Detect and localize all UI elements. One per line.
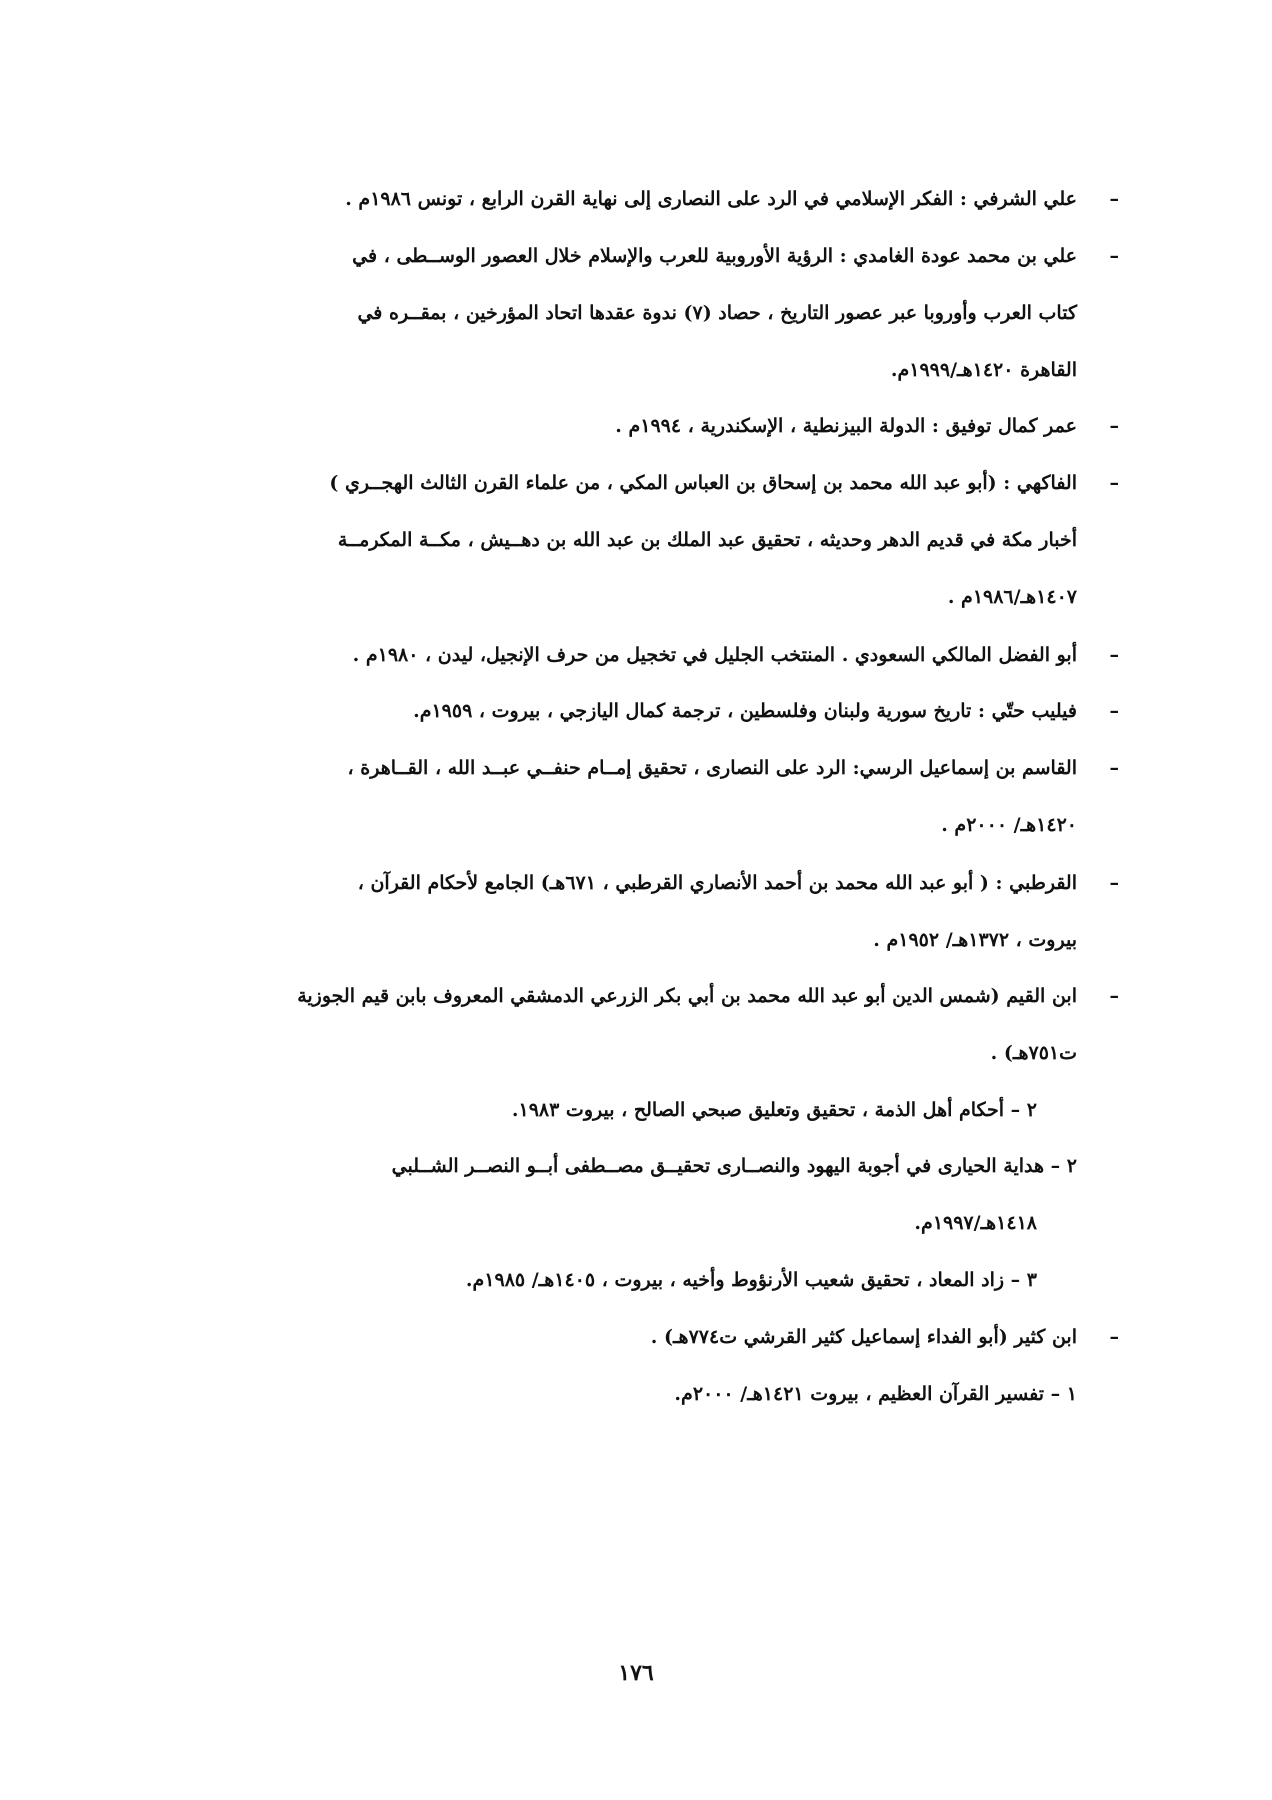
- entry-dash: –: [1109, 700, 1119, 722]
- entry-line: علي بن محمد عودة الغامدي : الرؤية الأوروبية للعرب والإسلام خلال العصور الوســطى ، في: [352, 245, 1077, 267]
- entry-dash: –: [1109, 415, 1119, 437]
- entry-line: فيليب حتّي : تاريخ سورية ولبنان وفلسطين ، ترجمة كمال اليازجي ، بيروت ، ١٩٥٩م.: [413, 700, 1077, 722]
- entry-line: ١ – تفسير القرآن العظيم ، بيروت ١٤٢١هـ/ ٢٠٠٠م.: [674, 1383, 1077, 1405]
- entry-line: ٢ – هداية الحيارى في أجوبة اليهود والنصــارى تحقيــق مصــطفى أبــو النصــر الشــلبي: [391, 1155, 1077, 1177]
- entry-line: ابن القيم (شمس الدين أبو عبد الله محمد بن أبي بكر الزرعي الدمشقي المعروف بابن قيم الجوزية: [297, 985, 1077, 1007]
- entry-line: بيروت ، ١٣٧٢هـ/ ١٩٥٢م .: [873, 929, 1077, 951]
- bibliography-entry: [177, 398, 1119, 455]
- entry-line: ٣ – زاد المعاد ، تحقيق شعيب الأرنؤوط وأخيه ، بيروت ، ١٤٠٥هـ/ ١٩٨٥م.: [465, 1269, 1037, 1291]
- entry-line: كتاب العرب وأوروبا عبر عصور التاريخ ، حصاد (٧) ندوة عقدها اتحاد المؤرخين ، بمقــره في: [357, 302, 1077, 324]
- entry-line: علي الشرفي : الفكر الإسلامي في الرد على النصارى إلى نهاية القرن الرابع ، تونس ١٩٨٦م .: [345, 188, 1077, 210]
- entry-line: القرطبي : ( أبو عبد الله محمد بن أحمد الأنصاري القرطبي ، ٦٧١هـ) الجامع لأحكام القرآن ،: [357, 872, 1077, 894]
- bibliography-entry: [177, 683, 1119, 740]
- entry-dash: –: [1109, 245, 1119, 267]
- entry-line: ١٤٢٠هـ/ ٢٠٠٠م .: [941, 814, 1077, 836]
- entry-line: أبو الفضل المالكي السعودي . المنتخب الجليل في تخجيل من حرف الإنجيل، ليدن ، ١٩٨٠م .: [352, 644, 1077, 666]
- entry-dash: –: [1109, 644, 1119, 666]
- entry-line: القاهرة ١٤٢٠هـ/١٩٩٩م.: [890, 359, 1077, 381]
- entry-dash: –: [1109, 472, 1119, 494]
- bibliography-subentry: [177, 1366, 1077, 1423]
- entry-line: ت٧٥١هـ) .: [990, 1042, 1077, 1064]
- bibliography-subentry: [177, 1252, 1037, 1309]
- bibliography-subentry: [177, 1138, 1077, 1252]
- bibliography-subentry: [177, 1082, 1037, 1139]
- entry-line: أخبار مكة في قديم الدهر وحديثه ، تحقيق عبد الملك بن عبد الله بن دهــيش ، مكــة المكرمــة: [337, 529, 1077, 551]
- entry-dash: –: [1109, 985, 1119, 1007]
- entry-dash: –: [1109, 188, 1119, 210]
- bibliography-entry: [177, 455, 1119, 626]
- bibliography-entry: [177, 1309, 1119, 1366]
- entry-line: عمر كمال توفيق : الدولة البيزنطية ، الإسكندرية ، ١٩٩٤م .: [615, 415, 1077, 437]
- entry-dash: –: [1109, 757, 1119, 779]
- entry-line: الفاكهي : (أبو عبد الله محمد بن إسحاق بن العباس المكي ، من علماء القرن الثالث الهجــري ): [329, 472, 1077, 494]
- entry-line: ١٤٠٧هـ/١٩٨٦م .: [947, 586, 1077, 608]
- entry-line: ابن كثير (أبو الفداء إسماعيل كثير القرشي ت٧٧٤هـ) .: [650, 1326, 1077, 1348]
- bibliography-entry: [177, 627, 1119, 684]
- bibliography-entry: [177, 855, 1119, 969]
- page-number: ١٧٦: [618, 1660, 654, 1686]
- bibliography-entry: [177, 228, 1119, 399]
- bibliography-entry: [177, 171, 1119, 228]
- entry-dash: –: [1109, 872, 1119, 894]
- bibliography-entry: [177, 968, 1119, 1082]
- entry-line: ١٤١٨هـ/١٩٩٧م.: [914, 1212, 1037, 1234]
- entry-line: ٢ – أحكام أهل الذمة ، تحقيق وتعليق صبحي الصالح ، بيروت ١٩٨٣.: [511, 1099, 1037, 1121]
- entry-line: القاسم بن إسماعيل الرسي: الرد على النصارى ، تحقيق إمــام حنفــي عبــد الله ، القــاهرة ،: [347, 757, 1077, 779]
- bibliography-entry: [177, 740, 1119, 854]
- entry-dash: –: [1109, 1326, 1119, 1348]
